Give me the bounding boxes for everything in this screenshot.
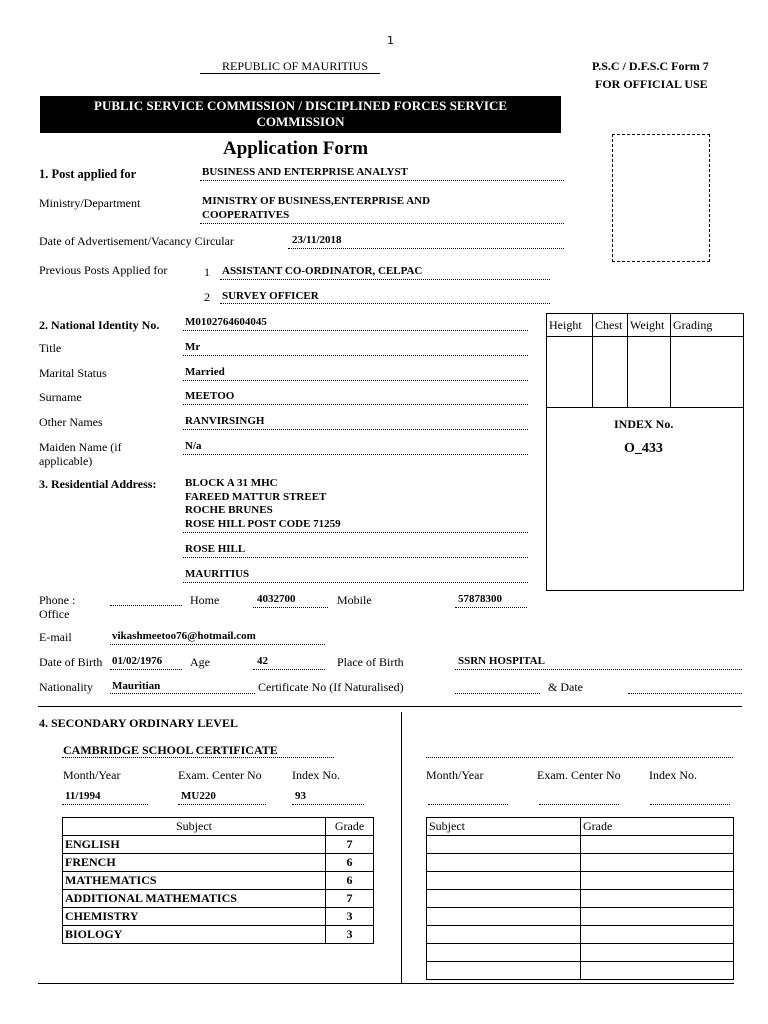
month-year-value[interactable]: 11/1994	[65, 790, 101, 802]
page-title: Application Form	[223, 138, 369, 159]
email-value[interactable]: vikashmeetoo76@hotmail.com	[112, 630, 256, 642]
nationality-label: Nationality	[39, 680, 93, 694]
weight-cell[interactable]	[628, 337, 671, 408]
official-use-box	[546, 313, 744, 591]
address-line-1[interactable]: BLOCK A 31 MHC	[185, 477, 278, 489]
subject-grade[interactable]: 6	[326, 854, 374, 872]
table-row	[63, 872, 374, 890]
marital-status-label: Marital Status	[39, 366, 107, 380]
address-line-3[interactable]: ROCHE BRUNES	[185, 504, 273, 516]
official-use-label: FOR OFFICIAL USE	[595, 77, 708, 91]
table-row	[63, 854, 374, 872]
office-phone-label: Office	[39, 607, 70, 621]
right-subject-cell[interactable]	[427, 962, 581, 980]
marital-status-value[interactable]: Married	[185, 366, 225, 378]
subject-grade[interactable]: 3	[326, 926, 374, 944]
grading-header: Grading	[671, 314, 744, 337]
subject-name[interactable]: BIOLOGY	[63, 926, 326, 944]
secondary-section-label: 4. SECONDARY ORDINARY LEVEL	[39, 716, 238, 730]
subject-name[interactable]: CHEMISTRY	[63, 908, 326, 926]
right-subject-grade-table	[426, 817, 734, 980]
index-no-value[interactable]: 93	[295, 790, 306, 802]
weight-header: Weight	[628, 314, 671, 337]
place-of-birth-label: Place of Birth	[337, 655, 404, 669]
table-row	[427, 890, 734, 908]
subject-name[interactable]: FRENCH	[63, 854, 326, 872]
table-row	[427, 926, 734, 944]
surname-label: Surname	[39, 390, 82, 404]
certificate-field[interactable]	[455, 693, 540, 694]
right-grade-cell[interactable]	[581, 926, 734, 944]
maiden-name-label-1: Maiden Name (if	[39, 440, 122, 454]
office-phone-field[interactable]	[110, 605, 182, 606]
table-row	[63, 908, 374, 926]
month-year-label: Month/Year	[63, 768, 121, 782]
measurement-table	[546, 313, 744, 408]
right-subject-cell[interactable]	[427, 926, 581, 944]
place-of-birth-value[interactable]: SSRN HOSPITAL	[458, 655, 545, 667]
right-month-year-label: Month/Year	[426, 768, 484, 782]
ministry-value-1[interactable]: MINISTRY OF BUSINESS,ENTERPRISE AND	[202, 195, 431, 207]
certificate-date-field[interactable]	[628, 693, 742, 694]
dob-label: Date of Birth	[39, 655, 103, 669]
age-label: Age	[190, 655, 210, 669]
banner-line-1: PUBLIC SERVICE COMMISSION / DISCIPLINED FORCES SERVICE	[94, 98, 507, 113]
right-grade-cell[interactable]	[581, 944, 734, 962]
republic-label: REPUBLIC OF MAURITIUS	[222, 59, 369, 73]
surname-value[interactable]: MEETOO	[185, 390, 235, 402]
right-subject-cell[interactable]	[427, 944, 581, 962]
subject-header: Subject	[63, 818, 326, 836]
advertisement-date-label: Date of Advertisement/Vacancy Circular	[39, 234, 234, 248]
ministry-value-2[interactable]: COOPERATIVES	[202, 209, 290, 221]
column-divider	[401, 712, 402, 983]
maiden-name-label-2: applicable)	[39, 454, 93, 468]
table-row	[427, 908, 734, 926]
form-number: P.S.C / D.F.S.C Form 7	[592, 59, 709, 73]
email-label: E-mail	[39, 630, 72, 644]
photo-box	[612, 134, 710, 262]
section-divider	[38, 706, 742, 707]
right-grade-cell[interactable]	[581, 908, 734, 926]
previous-post-2[interactable]: SURVEY OFFICER	[222, 290, 319, 302]
title-label: Title	[39, 341, 62, 355]
right-certificate-field[interactable]	[426, 757, 733, 758]
right-subject-cell[interactable]	[427, 890, 581, 908]
subject-grade[interactable]: 7	[326, 890, 374, 908]
banner-line-2: COMMISSION	[256, 114, 345, 129]
post-applied-label: 1. Post applied for	[39, 167, 137, 181]
subject-grade[interactable]: 3	[326, 908, 374, 926]
subject-name[interactable]: ADDITIONAL MATHEMATICS	[63, 890, 326, 908]
other-names-label: Other Names	[39, 415, 103, 429]
right-subject-header: Subject	[427, 818, 581, 836]
national-id-label: 2. National Identity No.	[39, 318, 160, 332]
grading-cell[interactable]	[671, 337, 744, 408]
table-row	[63, 890, 374, 908]
grade-header: Grade	[326, 818, 374, 836]
commission-banner	[40, 96, 561, 133]
right-exam-center-label: Exam. Center No	[537, 768, 621, 782]
index-number-value: O_433	[624, 441, 663, 456]
ministry-label: Ministry/Department	[39, 196, 141, 210]
previous-post-1-number: 1	[204, 265, 210, 279]
index-number-label: INDEX No.	[614, 417, 674, 431]
right-grade-cell[interactable]	[581, 962, 734, 980]
certificate-name: CAMBRIDGE SCHOOL CERTIFICATE	[63, 743, 278, 757]
title-value[interactable]: Mr	[185, 341, 201, 353]
republic-underline	[200, 73, 380, 74]
subject-grade-table	[62, 817, 374, 944]
right-exam-center-field[interactable]	[539, 804, 619, 805]
previous-posts-label: Previous Posts Applied for	[39, 263, 168, 277]
right-grade-cell[interactable]	[581, 854, 734, 872]
index-no-label: Index No.	[292, 768, 340, 782]
subject-grade[interactable]: 6	[326, 872, 374, 890]
home-phone-value[interactable]: 4032700	[257, 593, 296, 605]
age-value[interactable]: 42	[257, 655, 268, 667]
right-grade-cell[interactable]	[581, 836, 734, 854]
table-row	[427, 854, 734, 872]
nationality-value[interactable]: Mauritian	[112, 680, 161, 692]
exam-center-label: Exam. Center No	[178, 768, 262, 782]
bottom-divider	[38, 983, 734, 984]
phone-label: Phone :	[39, 593, 76, 607]
certificate-date-label: & Date	[548, 680, 583, 694]
address-line-5[interactable]: ROSE HILL	[185, 543, 246, 555]
address-line-4[interactable]: ROSE HILL POST CODE 71259	[185, 518, 341, 530]
right-index-no-field[interactable]	[650, 804, 730, 805]
right-index-no-label: Index No.	[649, 768, 697, 782]
other-names-value[interactable]: RANVIRSINGH	[185, 415, 265, 427]
table-row	[63, 836, 374, 854]
maiden-name-value[interactable]: N/a	[185, 440, 202, 452]
right-grade-cell[interactable]	[581, 890, 734, 908]
chest-cell[interactable]	[593, 337, 628, 408]
table-row	[427, 872, 734, 890]
address-line-6[interactable]: MAURITIUS	[185, 568, 250, 580]
previous-post-2-number: 2	[204, 290, 210, 304]
home-phone-label: Home	[190, 593, 220, 607]
right-grade-cell[interactable]	[581, 872, 734, 890]
height-cell[interactable]	[547, 337, 593, 408]
right-subject-cell[interactable]	[427, 872, 581, 890]
dob-value[interactable]: 01/02/1976	[112, 655, 163, 667]
table-row	[427, 836, 734, 854]
right-month-year-field[interactable]	[428, 804, 508, 805]
page-number: 1	[387, 34, 394, 47]
chest-header: Chest	[593, 314, 628, 337]
national-id-value[interactable]: M0102764604045	[185, 316, 267, 328]
right-subject-cell[interactable]	[427, 908, 581, 926]
right-grade-header: Grade	[581, 818, 734, 836]
subject-name[interactable]: ENGLISH	[63, 836, 326, 854]
subject-grade[interactable]: 7	[326, 836, 374, 854]
right-subject-cell[interactable]	[427, 854, 581, 872]
height-header: Height	[547, 314, 593, 337]
mobile-label: Mobile	[337, 593, 372, 607]
exam-center-value[interactable]: MU220	[181, 790, 216, 802]
mobile-value[interactable]: 57878300	[458, 593, 502, 605]
right-subject-cell[interactable]	[427, 836, 581, 854]
address-label: 3. Residential Address:	[39, 477, 157, 491]
table-row	[427, 962, 734, 980]
subject-name[interactable]: MATHEMATICS	[63, 872, 326, 890]
previous-post-1[interactable]: ASSISTANT CO-ORDINATOR, CELPAC	[222, 265, 423, 277]
post-applied-value[interactable]: BUSINESS AND ENTERPRISE ANALYST	[202, 166, 408, 178]
address-line-2[interactable]: FAREED MATTUR STREET	[185, 491, 327, 503]
table-row	[63, 926, 374, 944]
certificate-label: Certificate No (If Naturalised)	[258, 680, 404, 694]
advertisement-date-value[interactable]: 23/11/2018	[292, 234, 342, 246]
table-row	[427, 944, 734, 962]
